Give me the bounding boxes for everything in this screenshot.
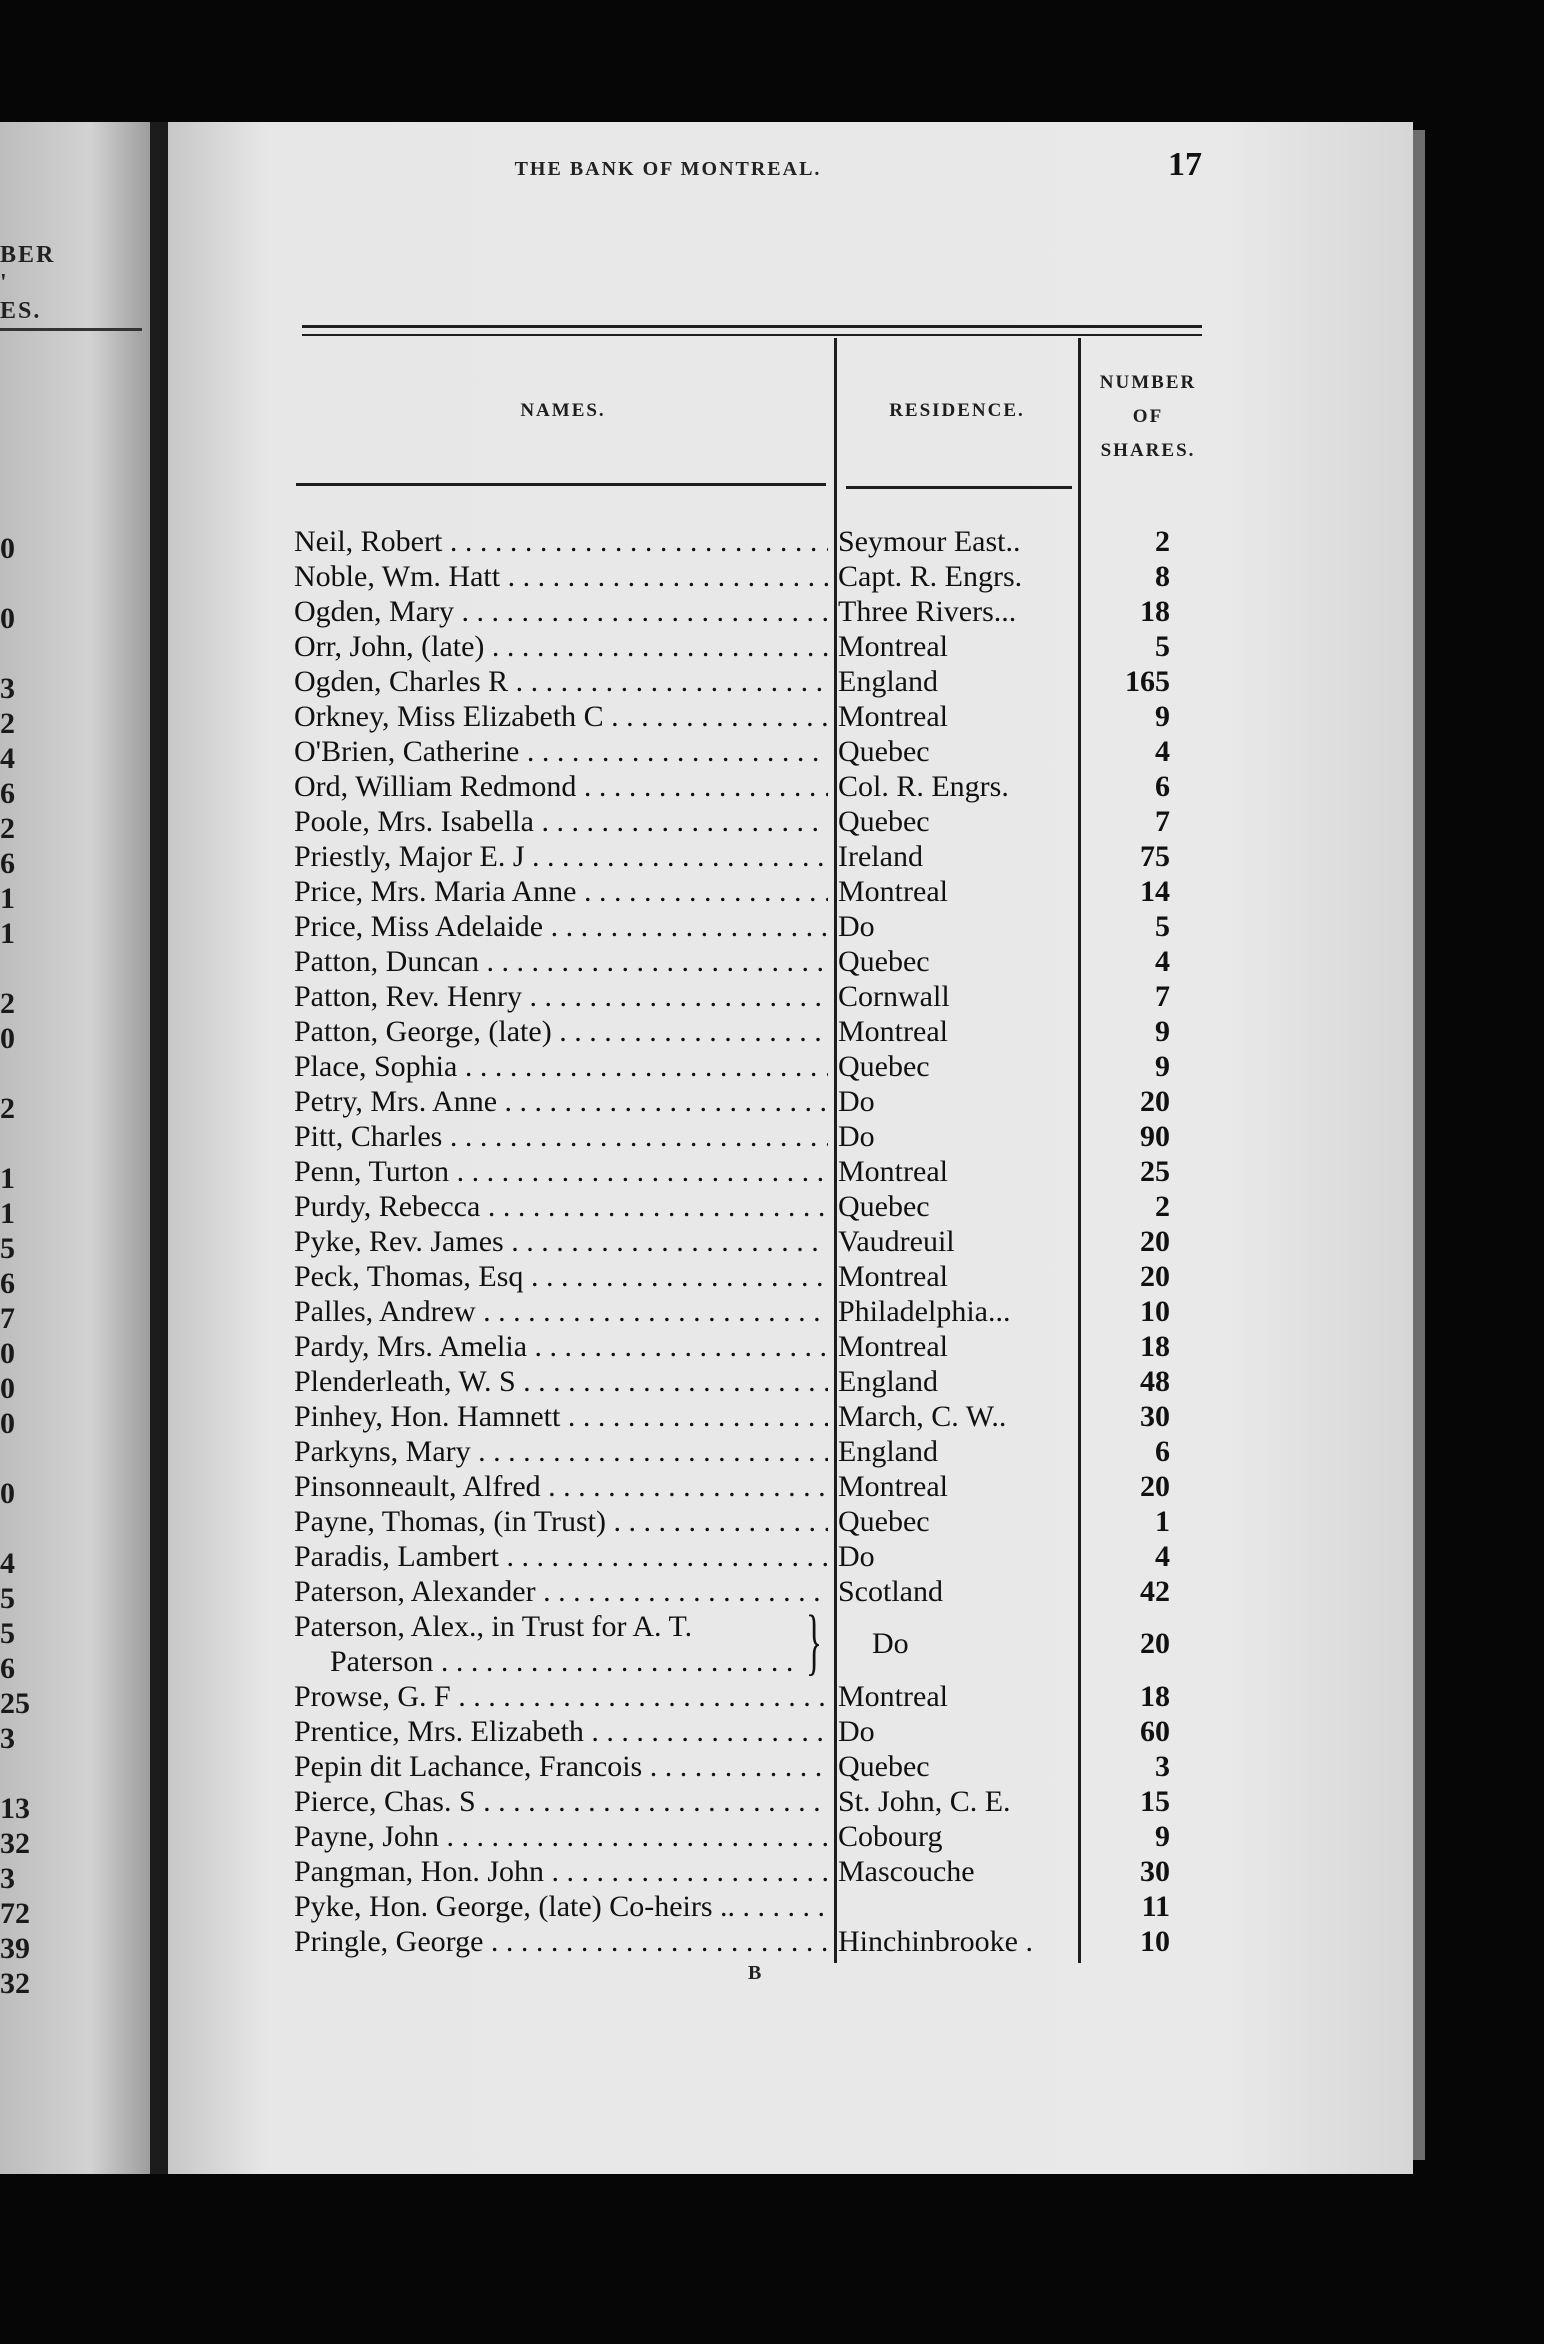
- residence: [838, 1679, 1078, 1714]
- shareholder-name-text: Orkney, Miss Elizabeth C: [294, 700, 604, 733]
- leader-dots: [576, 875, 828, 908]
- shareholder-name-text: Pitt, Charles: [294, 1120, 443, 1153]
- left-page-number: 32: [0, 1827, 30, 1860]
- left-page-header-line: ES.: [0, 298, 42, 324]
- residence: [838, 979, 1078, 1014]
- residence-text: Col. R. Engrs.: [838, 770, 1009, 803]
- shareholder-name-text: Patton, George, (late): [294, 1015, 552, 1048]
- residence-text: Do: [838, 1120, 875, 1153]
- shareholder-name: [294, 1399, 828, 1434]
- share-count: 5: [1155, 630, 1170, 663]
- shareholder-name: [294, 1014, 828, 1049]
- shareholder-name-text: Orr, John, (late): [294, 630, 485, 663]
- left-page-number: 2: [0, 707, 15, 740]
- residence-text: Montreal: [838, 1015, 948, 1048]
- shareholder-name: [294, 1504, 828, 1539]
- share-count: 25: [1140, 1155, 1170, 1188]
- residence-text: Montreal: [838, 630, 948, 663]
- residence: [838, 629, 1078, 664]
- names-column-header: NAMES.: [520, 400, 606, 421]
- leader-dots: [497, 1085, 828, 1118]
- leader-dots: [480, 1190, 828, 1223]
- residence-text: Quebec: [838, 1505, 930, 1538]
- left-page-number: 1: [0, 1162, 15, 1195]
- header-underline: [296, 483, 826, 486]
- shareholder-name: [294, 1749, 828, 1784]
- shareholder-name-text: Paterson, Alexander: [294, 1575, 536, 1608]
- residence: [838, 1574, 1078, 1609]
- shareholder-name: [294, 1679, 828, 1714]
- residence-text: Cobourg: [838, 1820, 943, 1853]
- shareholder-name: [294, 699, 828, 734]
- book-spine: [150, 122, 168, 2174]
- left-page-rule: [0, 328, 142, 331]
- left-page-number: 5: [0, 1232, 15, 1265]
- leader-dots: [516, 1365, 828, 1398]
- shareholder-name: [294, 1049, 828, 1084]
- residence-text: Quebec: [838, 1050, 930, 1083]
- residence: [838, 1014, 1078, 1049]
- residence: [838, 839, 1078, 874]
- share-count: 60: [1140, 1715, 1170, 1748]
- shareholder-name: [294, 1434, 828, 1469]
- residence: [838, 804, 1078, 839]
- share-count: 90: [1140, 1120, 1170, 1153]
- share-count: 10: [1140, 1925, 1170, 1958]
- brace-glyph: }: [806, 1601, 822, 1683]
- residence-text: Quebec: [838, 735, 930, 768]
- leader-dots: [519, 735, 828, 768]
- shareholder-name: [294, 1714, 828, 1749]
- shareholder-name-text: Petry, Mrs. Anne: [294, 1085, 498, 1118]
- shareholder-name: [294, 559, 828, 594]
- share-count: 20: [1140, 1085, 1170, 1118]
- leader-dots: [484, 630, 828, 663]
- shareholder-name: [294, 1889, 828, 1924]
- left-page-header-line: BER: [0, 242, 56, 268]
- share-count: 18: [1140, 595, 1170, 628]
- shares-header-line: SHARES.: [1100, 440, 1196, 461]
- residence: [838, 1819, 1078, 1854]
- left-page-number: 5: [0, 1582, 15, 1615]
- leader-dots: [584, 1715, 828, 1748]
- residence-text: Mascouche: [838, 1855, 975, 1888]
- share-count: 6: [1155, 1435, 1170, 1468]
- shareholder-name-text: Noble, Wm. Hatt: [294, 560, 501, 593]
- shareholder-name-text: Palles, Andrew: [294, 1295, 476, 1328]
- left-page-number: 1: [0, 1197, 15, 1230]
- share-count: 42: [1140, 1575, 1170, 1608]
- residence: [838, 1854, 1078, 1889]
- shareholder-name-text: Payne, John: [294, 1820, 439, 1853]
- share-count: 4: [1155, 945, 1170, 978]
- shareholder-name-text: Price, Miss Adelaide: [294, 910, 544, 943]
- shareholder-name: [294, 1574, 828, 1609]
- leader-dots: [536, 1575, 828, 1608]
- left-page-number: 5: [0, 1617, 15, 1650]
- left-page-number: 0: [0, 532, 15, 565]
- shareholder-name-text: Neil, Robert: [294, 525, 443, 558]
- residence-text: Scotland: [838, 1575, 943, 1608]
- share-count: 20: [1140, 1470, 1170, 1503]
- left-page-number: 2: [0, 812, 15, 845]
- left-page-number: 3: [0, 672, 15, 705]
- leader-dots: [457, 1050, 828, 1083]
- shareholder-name: [294, 804, 828, 839]
- residence-text: Cornwall: [838, 980, 950, 1013]
- residence: [838, 769, 1078, 804]
- residence-text: Seymour East..: [838, 525, 1021, 558]
- residence-text: England: [838, 1365, 938, 1398]
- shareholder-name-text: Pinsonneault, Alfred: [294, 1470, 541, 1503]
- residence-text: Do: [838, 1715, 875, 1748]
- shareholder-name: [294, 1469, 828, 1504]
- shareholder-name: [294, 1854, 828, 1889]
- leader-dots: [544, 1855, 828, 1888]
- shareholder-name-text: Patton, Duncan: [294, 945, 479, 978]
- residence: [838, 1626, 1078, 1661]
- residence-text: Philadelphia...: [838, 1295, 1011, 1328]
- left-page-number: 39: [0, 1932, 30, 1965]
- left-page-number: 6: [0, 777, 15, 810]
- left-page-number: 25: [0, 1687, 30, 1720]
- left-page-number: 6: [0, 1267, 15, 1300]
- shareholder-name-text: Pepin dit Lachance, Francois: [294, 1750, 643, 1783]
- residence: [838, 1504, 1078, 1539]
- shareholder-name-text: Prentice, Mrs. Elizabeth: [294, 1715, 584, 1748]
- shareholder-name-text: Ogden, Charles R: [294, 665, 509, 698]
- shareholder-name: [294, 1819, 828, 1854]
- share-count: 15: [1140, 1785, 1170, 1818]
- leader-dots: [552, 1015, 828, 1048]
- shareholder-name: [294, 839, 828, 874]
- leader-dots: [433, 1645, 800, 1678]
- shareholder-name-text: Pyke, Rev. James: [294, 1225, 504, 1258]
- shareholder-name: [294, 909, 828, 944]
- shareholder-name: [294, 1924, 828, 1959]
- shareholder-name: [294, 1294, 828, 1329]
- left-page-number: 4: [0, 1547, 15, 1580]
- shareholder-name: [294, 1084, 828, 1119]
- residence-text: Vaudreuil: [838, 1225, 955, 1258]
- share-count: 2: [1155, 1190, 1170, 1223]
- left-page-number: 13: [0, 1792, 30, 1825]
- left-page-header-line: ': [0, 270, 9, 296]
- share-count: 3: [1155, 1750, 1170, 1783]
- share-count: 6: [1155, 770, 1170, 803]
- share-count: 48: [1140, 1365, 1170, 1398]
- shareholder-name: [294, 629, 828, 664]
- residence-text: Ireland: [838, 840, 923, 873]
- left-page-number: 0: [0, 1477, 15, 1510]
- residence: [838, 594, 1078, 629]
- residence-text: Quebec: [838, 805, 930, 838]
- left-page-number: 7: [0, 1302, 15, 1335]
- shares-header-line: OF: [1132, 406, 1164, 427]
- left-page-number: 3: [0, 1862, 15, 1895]
- shareholder-name: [294, 734, 828, 769]
- residence-text: St. John, C. E.: [838, 1785, 1011, 1818]
- shareholder-name: [294, 1539, 828, 1574]
- residence: [838, 1399, 1078, 1434]
- shareholder-name: [294, 1784, 828, 1819]
- left-page-number: 0: [0, 1337, 15, 1370]
- residence-text: Quebec: [838, 1190, 930, 1223]
- left-page-number: 3: [0, 1722, 15, 1755]
- leader-dots: [525, 840, 828, 873]
- shareholder-name-text: Price, Mrs. Maria Anne: [294, 875, 577, 908]
- share-count: 11: [1141, 1890, 1170, 1923]
- left-page-number: 4: [0, 742, 15, 775]
- residence-text: Montreal: [838, 1330, 948, 1363]
- residence: [838, 734, 1078, 769]
- shares-column-header: [1082, 366, 1214, 468]
- share-count: 20: [1140, 1225, 1170, 1258]
- shareholder-name-text: Pardy, Mrs. Amelia: [294, 1330, 528, 1363]
- leader-dots: [449, 1155, 828, 1188]
- shareholder-name-text: Pringle, George: [294, 1925, 484, 1958]
- shareholder-name-text: Penn, Turton: [294, 1155, 450, 1188]
- residence-text: Montreal: [838, 1470, 948, 1503]
- share-count: 30: [1140, 1855, 1170, 1888]
- share-count: 7: [1155, 805, 1170, 838]
- residence-text: Montreal: [838, 700, 948, 733]
- left-page-number: 6: [0, 847, 15, 880]
- shareholder-name: [294, 1364, 828, 1399]
- share-count: 165: [1125, 665, 1170, 698]
- residence: [838, 1189, 1078, 1224]
- residence-text: Quebec: [838, 945, 930, 978]
- shareholder-name-text: Poole, Mrs. Isabella: [294, 805, 534, 838]
- share-count: 20: [1140, 1627, 1170, 1660]
- running-title: THE BANK OF MONTREAL.: [514, 158, 822, 180]
- share-count: 9: [1155, 1050, 1170, 1083]
- residence: [838, 1084, 1078, 1119]
- residence: [838, 1539, 1078, 1574]
- residence-text: Montreal: [838, 1260, 948, 1293]
- column-divider-residence: [1078, 338, 1081, 1963]
- residence: [838, 1294, 1078, 1329]
- share-count: 14: [1140, 875, 1170, 908]
- shareholder-name-text: O'Brien, Catherine: [294, 735, 520, 768]
- left-page-number: 72: [0, 1897, 30, 1930]
- leader-dots: [508, 665, 828, 698]
- share-count: 75: [1140, 840, 1170, 873]
- shareholder-name: [294, 1154, 828, 1189]
- left-page-number: 2: [0, 987, 15, 1020]
- leader-dots: [560, 1400, 828, 1433]
- shareholder-name-text: Priestly, Major E. J: [294, 840, 525, 873]
- shareholder-name-text: Parkyns, Mary: [294, 1435, 471, 1468]
- share-count: 4: [1155, 735, 1170, 768]
- share-count: 18: [1140, 1330, 1170, 1363]
- leader-dots: [442, 525, 828, 558]
- share-count: 4: [1155, 1540, 1170, 1573]
- left-page-number: 0: [0, 1407, 15, 1440]
- left-page-number: 0: [0, 1022, 15, 1055]
- page-number: 17: [1168, 146, 1202, 183]
- shareholder-name-text: Ord, William Redmond: [294, 770, 577, 803]
- shareholder-name-text: Pinhey, Hon. Hamnett: [294, 1400, 561, 1433]
- residence: [838, 874, 1078, 909]
- share-count: 10: [1140, 1295, 1170, 1328]
- shareholder-name: [294, 524, 828, 559]
- leader-dots: [442, 1120, 828, 1153]
- shareholder-name-text: Paterson: [330, 1645, 434, 1678]
- leader-dots: [476, 1785, 828, 1818]
- share-count: 5: [1155, 910, 1170, 943]
- shareholder-name-text: Plenderleath, W. S: [294, 1365, 516, 1398]
- leader-dots: [527, 1330, 828, 1363]
- residence-text: Do: [838, 910, 875, 943]
- residence: [838, 1119, 1078, 1154]
- residence-text: Do: [872, 1627, 909, 1660]
- residence: [838, 559, 1078, 594]
- shareholder-name-text: Pyke, Hon. George, (late) Co-heirs ..: [294, 1890, 736, 1923]
- leader-dots: [534, 805, 828, 838]
- top-rule: [302, 325, 1202, 328]
- top-rule-thin: [302, 334, 1202, 336]
- leader-dots: [642, 1750, 828, 1783]
- share-count: 9: [1155, 1820, 1170, 1853]
- shareholder-name: [294, 664, 828, 699]
- leader-dots: [479, 945, 828, 978]
- leader-dots: [604, 700, 828, 733]
- shareholder-name-text: Peck, Thomas, Esq: [294, 1260, 524, 1293]
- residence: [838, 1259, 1078, 1294]
- residence-text: Quebec: [838, 1750, 930, 1783]
- left-page-number: 1: [0, 917, 15, 950]
- share-count: 18: [1140, 1680, 1170, 1713]
- left-page-number: 2: [0, 1092, 15, 1125]
- leader-dots: [504, 1225, 828, 1258]
- leader-dots: [454, 595, 828, 628]
- leader-dots: [735, 1890, 828, 1923]
- share-count: 2: [1155, 525, 1170, 558]
- shareholder-name-text: Payne, Thomas, (in Trust): [294, 1505, 606, 1538]
- share-count: 1: [1155, 1505, 1170, 1538]
- residence: [838, 1434, 1078, 1469]
- leader-dots: [476, 1295, 828, 1328]
- residence-text: Do: [838, 1540, 875, 1573]
- left-page-number: 1: [0, 882, 15, 915]
- residence-text: Hinchinbrooke .: [838, 1925, 1033, 1958]
- shareholder-name-text: Paradis, Lambert: [294, 1540, 499, 1573]
- residence: [838, 1784, 1078, 1819]
- residence: [838, 909, 1078, 944]
- left-page-number: 0: [0, 602, 15, 635]
- leader-dots: [606, 1505, 828, 1538]
- shareholder-name-text: Prowse, G. F: [294, 1680, 451, 1713]
- shareholder-name: [294, 1224, 828, 1259]
- share-count: 9: [1155, 700, 1170, 733]
- residence: [838, 1329, 1078, 1364]
- leader-dots: [451, 1680, 828, 1713]
- share-count: 20: [1140, 1260, 1170, 1293]
- shareholder-name-text: Ogden, Mary: [294, 595, 454, 628]
- leader-dots: [523, 1260, 828, 1293]
- residence-text: Montreal: [838, 1680, 948, 1713]
- leader-dots: [439, 1820, 828, 1853]
- shareholder-name: [294, 1189, 828, 1224]
- shareholder-name-text: Pangman, Hon. John: [294, 1855, 544, 1888]
- residence-text: Capt. R. Engrs.: [838, 560, 1023, 593]
- column-divider-names: [834, 338, 837, 1963]
- shareholder-name: [294, 944, 828, 979]
- shares-header-line: NUMBER: [1099, 372, 1197, 393]
- shareholder-name: [294, 1329, 828, 1364]
- residence-text: Three Rivers...: [838, 595, 1017, 628]
- residence: [838, 1224, 1078, 1259]
- left-page-number: 0: [0, 1372, 15, 1405]
- leader-dots: [499, 1540, 828, 1573]
- shareholder-name-text: Purdy, Rebecca: [294, 1190, 481, 1223]
- shareholder-name: [294, 769, 828, 804]
- adjacent-left-page: [0, 122, 150, 2174]
- leader-dots: [576, 770, 828, 803]
- residence: [838, 699, 1078, 734]
- residence: [838, 1469, 1078, 1504]
- shareholder-name-continued: [330, 1644, 800, 1679]
- shareholder-name: [294, 979, 828, 1014]
- residence-text: Montreal: [838, 1155, 948, 1188]
- share-count: 7: [1155, 980, 1170, 1013]
- shareholder-name-text: Patton, Rev. Henry: [294, 980, 523, 1013]
- shareholder-name: Paterson, Alex., in Trust for A. T.: [294, 1610, 693, 1643]
- leader-dots: [500, 560, 828, 593]
- signature-mark: B: [748, 1962, 762, 1984]
- share-count: 8: [1155, 560, 1170, 593]
- left-page-number: 32: [0, 1967, 30, 2000]
- residence: [838, 1364, 1078, 1399]
- residence-text: March, C. W..: [838, 1400, 1007, 1433]
- leader-dots: [541, 1470, 828, 1503]
- page-edge: [1413, 130, 1425, 2160]
- share-count: 30: [1140, 1400, 1170, 1433]
- leader-dots: [522, 980, 828, 1013]
- residence-text: England: [838, 1435, 938, 1468]
- shareholder-name-text: Place, Sophia: [294, 1050, 458, 1083]
- shareholder-name-text: Pierce, Chas. S: [294, 1785, 476, 1818]
- header-underline: [846, 486, 1072, 489]
- shareholder-name: [294, 594, 828, 629]
- residence: [838, 1924, 1078, 1959]
- residence: [838, 944, 1078, 979]
- share-count: 9: [1155, 1015, 1170, 1048]
- shareholder-name: [294, 1119, 828, 1154]
- leader-dots: [483, 1925, 828, 1958]
- leader-dots: [543, 910, 828, 943]
- leader-dots: [471, 1435, 828, 1468]
- residence: [838, 1889, 1078, 1924]
- residence: [838, 1049, 1078, 1084]
- residence: [838, 664, 1078, 699]
- shareholder-name: [294, 1259, 828, 1294]
- residence-column-header: RESIDENCE.: [889, 400, 1025, 421]
- residence-text: Do: [838, 1085, 875, 1118]
- residence-text: England: [838, 665, 938, 698]
- residence: [838, 1749, 1078, 1784]
- residence: [838, 1714, 1078, 1749]
- shareholder-name: [294, 874, 828, 909]
- residence-text: Montreal: [838, 875, 948, 908]
- residence: [838, 1154, 1078, 1189]
- left-page-number: 6: [0, 1652, 15, 1685]
- residence: [838, 524, 1078, 559]
